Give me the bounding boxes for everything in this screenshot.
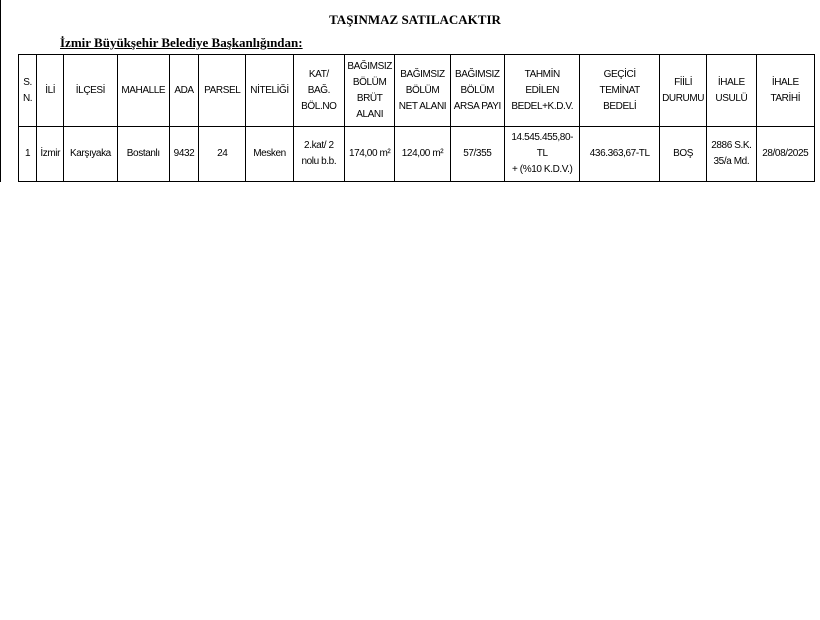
header-cell-sira-no — [19, 55, 37, 127]
cell-text-line: 2886 S.K. — [711, 140, 752, 151]
cell-text-line: TAHMİN — [524, 68, 560, 80]
cell-text-line: 1 — [24, 148, 31, 159]
cell-text-line: BAĞIMSIZ — [455, 68, 500, 80]
cell-text-line: TEMİNAT — [599, 84, 640, 96]
cell-ili — [37, 127, 64, 182]
cell-text-line: BAĞIMSIZ — [347, 60, 392, 72]
cell-text-line: BEDEL+K.D.V. — [511, 100, 574, 112]
header-cell-ili — [37, 55, 64, 127]
cell-text-line: 24 — [217, 148, 228, 159]
header-cell-fiili-durumu — [659, 55, 706, 127]
cell-text-line: 57/355 — [463, 148, 492, 159]
cell-brut-alani — [345, 127, 395, 182]
cell-ilcesi — [64, 127, 117, 182]
cell-text-line: İHALE — [717, 76, 745, 88]
cell-text-line: DURUMU — [662, 92, 705, 104]
cell-text-line: İLİ — [45, 84, 56, 96]
cell-text-line: İHALE — [771, 76, 799, 88]
cell-tahmin-edilen-bedel — [504, 127, 579, 182]
cell-text-line: ADA — [174, 84, 194, 96]
cell-text-line: BÖLÜM — [460, 84, 495, 96]
cell-text-line: EDİLEN — [525, 84, 560, 96]
document-title: TAŞINMAZ SATILACAKTIR — [329, 12, 501, 27]
cell-text-line: Mesken — [253, 148, 286, 159]
header-cell-niteligi — [246, 55, 293, 127]
table-header-row — [19, 55, 815, 127]
cell-text-line: BEDELİ — [603, 100, 637, 112]
cell-text-line: Karşıyaka — [69, 148, 111, 159]
cell-niteligi — [246, 127, 293, 182]
cell-text-line: 9432 — [173, 148, 195, 159]
cell-kat-bag-bol-no — [293, 127, 344, 182]
cell-text-line: KAT/ — [308, 68, 329, 80]
cell-text-line: + (%10 K.D.V.) — [511, 164, 573, 175]
cell-text-line: MAHALLE — [121, 84, 166, 96]
header-cell-kat-bag-bol-no — [293, 55, 344, 127]
cell-text-line: USULÜ — [715, 92, 748, 104]
cell-ihale-tarihi — [756, 127, 814, 182]
cell-parsel — [199, 127, 246, 182]
cell-text-line: TL — [536, 148, 548, 159]
cell-mahalle — [117, 127, 169, 182]
cell-text-line: 436.363,67-TL — [589, 148, 650, 159]
cell-text-line: Bostanlı — [126, 148, 160, 159]
cell-text-line: N. — [22, 92, 33, 104]
cell-text-line: NET ALANI — [398, 100, 447, 112]
cell-net-alani — [395, 127, 450, 182]
cell-text-line: BOŞ — [673, 148, 694, 159]
cell-ada — [169, 127, 198, 182]
header-cell-tahmin-edilen-bedel — [504, 55, 579, 127]
cell-arsa-payi — [450, 127, 504, 182]
header-cell-parsel — [199, 55, 246, 127]
header-cell-arsa-payi — [450, 55, 504, 127]
header-cell-gecici-teminat — [580, 55, 659, 127]
cell-fiili-durumu — [659, 127, 706, 182]
cell-text-line: BAĞIMSIZ — [400, 68, 445, 80]
cell-text-line: 35/a Md. — [713, 156, 750, 167]
cell-text-line: İLÇESİ — [75, 84, 106, 96]
cell-gecici-teminat — [580, 127, 659, 182]
cell-text-line: PARSEL — [204, 84, 241, 96]
cell-text-line: nolu b.b. — [301, 156, 337, 167]
cell-text-line: NİTELİĞİ — [250, 84, 289, 96]
header-cell-brut-alani — [345, 55, 395, 127]
cell-text-line: 174,00 m² — [348, 148, 391, 159]
cell-sira-no — [19, 127, 37, 182]
issuer-heading: İzmir Büyükşehir Belediye Başkanlığından: — [60, 35, 303, 50]
cell-text-line: BRÜT — [356, 92, 383, 104]
header-cell-net-alani — [395, 55, 450, 127]
cell-text-line: BAĞ. — [307, 84, 330, 96]
table-row — [19, 127, 815, 182]
cell-text-line: 124,00 m² — [401, 148, 444, 159]
cell-text-line: TARİHİ — [770, 92, 801, 104]
cell-text-line: 14.545.455,80- — [511, 132, 574, 143]
header-cell-ada — [169, 55, 198, 127]
header-cell-mahalle — [117, 55, 169, 127]
cell-text-line: ARSA PAYI — [453, 100, 501, 112]
cell-ihale-usulu — [707, 127, 756, 182]
cell-text-line: GEÇİCİ — [603, 68, 636, 80]
cell-text-line: FİİLİ — [674, 76, 693, 88]
header-cell-ihale-usulu — [707, 55, 756, 127]
cell-text-line: S. — [23, 76, 32, 88]
property-sale-table — [18, 54, 815, 182]
cell-text-line: 28/08/2025 — [762, 148, 809, 159]
cell-text-line: ALANI — [356, 108, 384, 120]
cell-text-line: BÖL.NO — [301, 100, 337, 112]
cell-text-line: BÖLÜM — [352, 76, 387, 88]
cell-text-line: BÖLÜM — [405, 84, 440, 96]
header-cell-ilcesi — [64, 55, 117, 127]
header-cell-ihale-tarihi — [756, 55, 814, 127]
cell-text-line: 2.kat/ 2 — [304, 140, 334, 151]
cell-text-line: İzmir — [40, 148, 61, 159]
